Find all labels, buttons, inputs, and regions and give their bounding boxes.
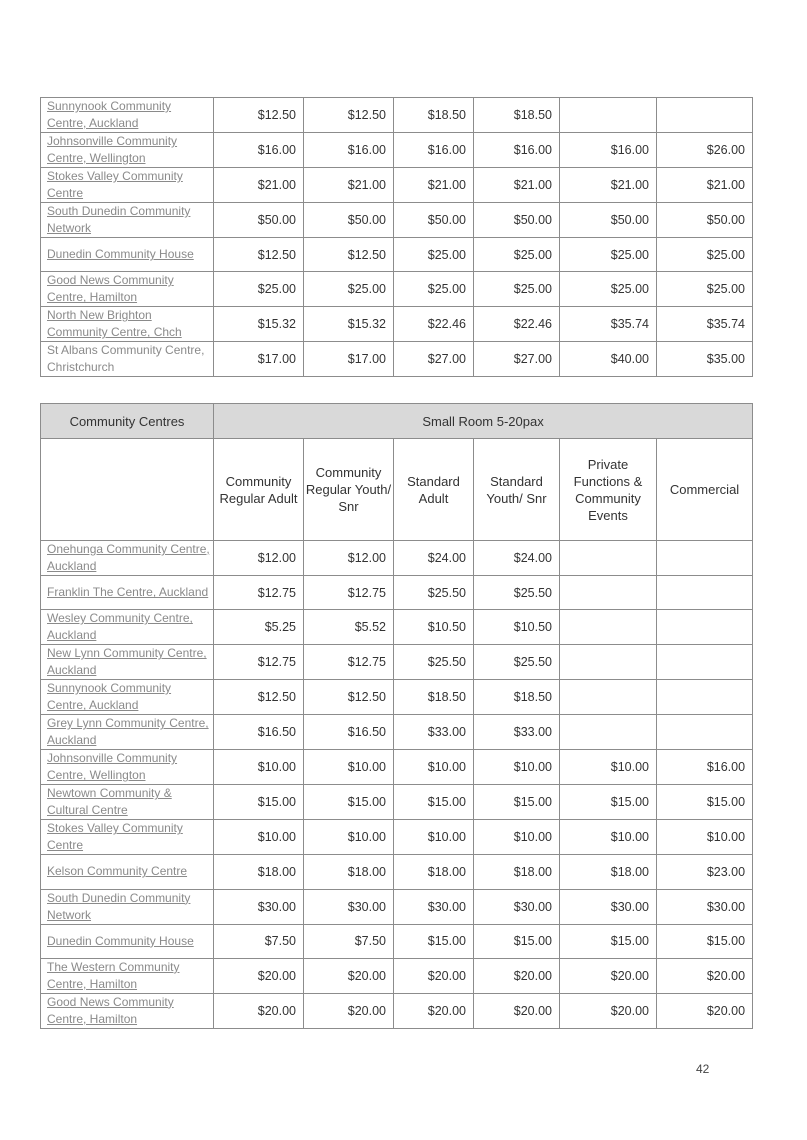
table-row (41, 785, 753, 820)
community-centre-link[interactable]: Sunnynook Community Centre, Auckland (41, 98, 214, 133)
rate-cell: $10.00 (304, 750, 394, 785)
rate-cell: $33.00 (474, 715, 560, 750)
group-header-small-room: Small Room 5-20pax (214, 404, 753, 439)
rate-cell (560, 576, 657, 610)
rate-cell: $18.00 (394, 855, 474, 889)
rates-table-body (41, 98, 753, 377)
rate-cell: $30.00 (657, 889, 753, 924)
table-header-band (41, 404, 753, 439)
rate-cell (657, 645, 753, 680)
rate-cell: $18.00 (560, 855, 657, 889)
rate-cell: $20.00 (394, 958, 474, 993)
rate-cell: $30.00 (394, 889, 474, 924)
community-centre-link[interactable]: Johnsonville Community Centre, Wellington (41, 133, 214, 168)
table-row (41, 855, 753, 889)
rate-cell: $18.50 (474, 98, 560, 133)
rate-cell: $15.00 (214, 785, 304, 820)
rate-cell (560, 610, 657, 645)
rate-cell: $15.00 (560, 924, 657, 958)
rate-cell (657, 576, 753, 610)
community-centre-link[interactable]: Good News Community Centre, Hamilton (41, 272, 214, 307)
rate-cell: $17.00 (214, 342, 304, 377)
rate-cell: $10.50 (394, 610, 474, 645)
table-row (41, 168, 753, 203)
rate-cell: $15.00 (394, 924, 474, 958)
rate-cell: $17.00 (304, 342, 394, 377)
rate-cell: $20.00 (474, 993, 560, 1028)
rate-cell: $10.00 (474, 820, 560, 855)
rate-cell: $25.00 (394, 238, 474, 272)
rate-cell: $23.00 (657, 855, 753, 889)
rate-cell: $12.75 (304, 576, 394, 610)
rate-cell: $25.00 (394, 272, 474, 307)
community-centre-link[interactable]: Dunedin Community House (41, 924, 214, 958)
table-row (41, 203, 753, 238)
column-header-standard-youth-snr: Standard Youth/ Snr (474, 439, 560, 541)
rate-cell: $10.00 (394, 750, 474, 785)
rate-cell: $12.50 (304, 238, 394, 272)
rate-cell: $26.00 (657, 133, 753, 168)
community-centre-link[interactable]: Kelson Community Centre (41, 855, 214, 889)
small-room-table-body (41, 541, 753, 1029)
table-row (41, 272, 753, 307)
rate-cell: $16.50 (304, 715, 394, 750)
column-header-blank (41, 439, 214, 541)
rate-cell: $18.00 (304, 855, 394, 889)
rate-cell: $12.50 (304, 680, 394, 715)
rate-cell: $25.00 (560, 238, 657, 272)
community-centre-link[interactable]: Wesley Community Centre, Auckland (41, 610, 214, 645)
community-centre-link[interactable]: North New Brighton Community Centre, Chch (41, 307, 214, 342)
rate-cell: $25.00 (657, 272, 753, 307)
column-header-community-centres: Community Centres (41, 404, 214, 439)
rate-cell: $16.00 (304, 133, 394, 168)
rate-cell: $12.75 (304, 645, 394, 680)
community-centre-name: St Albans Community Centre, Christchurch (41, 342, 214, 377)
rate-cell: $50.00 (304, 203, 394, 238)
community-centre-link[interactable]: Stokes Valley Community Centre (41, 168, 214, 203)
rate-cell: $16.00 (214, 133, 304, 168)
community-centre-link[interactable]: Onehunga Community Centre, Auckland (41, 541, 214, 576)
rate-cell: $21.00 (657, 168, 753, 203)
rate-cell: $5.52 (304, 610, 394, 645)
rate-cell: $12.75 (214, 576, 304, 610)
rate-cell: $20.00 (560, 993, 657, 1028)
rate-cell (657, 680, 753, 715)
rate-cell: $15.32 (214, 307, 304, 342)
rate-cell: $5.25 (214, 610, 304, 645)
table-row (41, 238, 753, 272)
rate-cell: $16.00 (474, 133, 560, 168)
rate-cell: $18.50 (394, 98, 474, 133)
rate-cell: $25.00 (657, 238, 753, 272)
table-subheader-row (41, 439, 753, 541)
rate-cell: $10.00 (394, 820, 474, 855)
rate-cell: $15.00 (560, 785, 657, 820)
community-centre-link[interactable]: Johnsonville Community Centre, Wellington (41, 750, 214, 785)
rate-cell: $20.00 (304, 958, 394, 993)
rate-cell: $15.00 (304, 785, 394, 820)
rate-cell: $7.50 (214, 924, 304, 958)
table-row (41, 924, 753, 958)
community-centre-link[interactable]: Stokes Valley Community Centre (41, 820, 214, 855)
rate-cell (657, 610, 753, 645)
rate-cell: $18.00 (214, 855, 304, 889)
rate-cell: $21.00 (474, 168, 560, 203)
column-header-private-functions: Private Functions & Community Events (560, 439, 657, 541)
table-row (41, 645, 753, 680)
rate-cell: $16.50 (214, 715, 304, 750)
rate-cell: $10.00 (214, 750, 304, 785)
rate-cell: $25.50 (394, 576, 474, 610)
table-row (41, 342, 753, 377)
rate-cell: $15.00 (657, 785, 753, 820)
rate-cell: $18.00 (474, 855, 560, 889)
rate-cell (560, 645, 657, 680)
community-centre-link[interactable]: Dunedin Community House (41, 238, 214, 272)
table-row (41, 889, 753, 924)
rate-cell: $12.00 (214, 541, 304, 576)
rate-cell: $35.00 (657, 342, 753, 377)
table-row (41, 958, 753, 993)
rate-cell: $10.50 (474, 610, 560, 645)
rate-cell: $30.00 (214, 889, 304, 924)
rate-cell: $15.00 (474, 924, 560, 958)
table-row (41, 576, 753, 610)
rate-cell: $12.50 (214, 680, 304, 715)
rate-cell: $12.50 (304, 98, 394, 133)
rate-cell: $22.46 (394, 307, 474, 342)
rate-cell: $25.50 (474, 645, 560, 680)
rate-cell: $15.00 (474, 785, 560, 820)
table-row (41, 993, 753, 1028)
rate-cell: $12.00 (304, 541, 394, 576)
community-centre-link[interactable]: Franklin The Centre, Auckland (41, 576, 214, 610)
rate-cell: $16.00 (657, 750, 753, 785)
rate-cell: $20.00 (214, 993, 304, 1028)
community-centre-link[interactable]: Grey Lynn Community Centre, Auckland (41, 715, 214, 750)
rate-cell: $21.00 (304, 168, 394, 203)
table-row (41, 820, 753, 855)
rate-cell: $50.00 (474, 203, 560, 238)
rate-cell: $30.00 (560, 889, 657, 924)
rate-cell: $33.00 (394, 715, 474, 750)
rate-cell: $10.00 (560, 820, 657, 855)
rates-table-continued (40, 97, 753, 377)
rate-cell: $25.00 (474, 272, 560, 307)
community-centre-link[interactable]: Good News Community Centre, Hamilton (41, 993, 214, 1028)
rate-cell: $16.00 (560, 133, 657, 168)
column-header-community-regular-adult: Community Regular Adult (214, 439, 304, 541)
rate-cell: $40.00 (560, 342, 657, 377)
table-row (41, 715, 753, 750)
table-row (41, 541, 753, 576)
rate-cell: $20.00 (474, 958, 560, 993)
column-header-commercial: Commercial (657, 439, 753, 541)
column-header-community-regular-youth-snr: Community Regular Youth/ Snr (304, 439, 394, 541)
small-room-rates-table (40, 403, 753, 1029)
community-centre-link[interactable]: South Dunedin Community Network (41, 889, 214, 924)
rate-cell: $21.00 (214, 168, 304, 203)
rate-cell: $22.46 (474, 307, 560, 342)
rate-cell: $10.00 (214, 820, 304, 855)
page-number: 42 (696, 1062, 710, 1076)
community-centre-link[interactable]: Newtown Community & Cultural Centre (41, 785, 214, 820)
rate-cell: $12.50 (214, 98, 304, 133)
rate-cell: $50.00 (394, 203, 474, 238)
rate-cell: $50.00 (657, 203, 753, 238)
community-centre-link[interactable]: Sunnynook Community Centre, Auckland (41, 680, 214, 715)
rate-cell: $50.00 (214, 203, 304, 238)
rate-cell: $20.00 (560, 958, 657, 993)
rate-cell: $20.00 (394, 993, 474, 1028)
table-row (41, 307, 753, 342)
rate-cell: $16.00 (394, 133, 474, 168)
rate-cell (657, 98, 753, 133)
table-row (41, 610, 753, 645)
rate-cell: $20.00 (657, 958, 753, 993)
table-row (41, 680, 753, 715)
rate-cell: $24.00 (474, 541, 560, 576)
rate-cell: $10.00 (560, 750, 657, 785)
rate-cell (560, 715, 657, 750)
rate-cell: $24.00 (394, 541, 474, 576)
rate-cell: $30.00 (304, 889, 394, 924)
community-centre-link[interactable]: New Lynn Community Centre, Auckland (41, 645, 214, 680)
table-row (41, 98, 753, 133)
rate-cell: $20.00 (304, 993, 394, 1028)
rate-cell: $20.00 (214, 958, 304, 993)
rate-cell (657, 715, 753, 750)
rate-cell: $7.50 (304, 924, 394, 958)
rate-cell (560, 541, 657, 576)
rate-cell: $50.00 (560, 203, 657, 238)
column-header-standard-adult: Standard Adult (394, 439, 474, 541)
rate-cell: $10.00 (657, 820, 753, 855)
rate-cell: $25.00 (560, 272, 657, 307)
rate-cell: $18.50 (394, 680, 474, 715)
rate-cell: $15.32 (304, 307, 394, 342)
rate-cell: $25.00 (214, 272, 304, 307)
rate-cell: $27.00 (394, 342, 474, 377)
rate-cell: $25.00 (474, 238, 560, 272)
rate-cell (560, 680, 657, 715)
rate-cell: $27.00 (474, 342, 560, 377)
table-row (41, 133, 753, 168)
rate-cell: $10.00 (304, 820, 394, 855)
rate-cell: $10.00 (474, 750, 560, 785)
rate-cell: $12.50 (214, 238, 304, 272)
rate-cell: $25.00 (304, 272, 394, 307)
community-centre-link[interactable]: The Western Community Centre, Hamilton (41, 958, 214, 993)
rate-cell (657, 541, 753, 576)
rate-cell: $12.75 (214, 645, 304, 680)
rate-cell: $35.74 (560, 307, 657, 342)
rate-cell: $21.00 (394, 168, 474, 203)
rate-cell: $15.00 (657, 924, 753, 958)
rate-cell: $25.50 (474, 576, 560, 610)
rate-cell: $20.00 (657, 993, 753, 1028)
rate-cell: $21.00 (560, 168, 657, 203)
rate-cell (560, 98, 657, 133)
rate-cell: $30.00 (474, 889, 560, 924)
rate-cell: $25.50 (394, 645, 474, 680)
community-centre-link[interactable]: South Dunedin Community Network (41, 203, 214, 238)
rate-cell: $15.00 (394, 785, 474, 820)
rate-cell: $35.74 (657, 307, 753, 342)
table-row (41, 750, 753, 785)
rate-cell: $18.50 (474, 680, 560, 715)
